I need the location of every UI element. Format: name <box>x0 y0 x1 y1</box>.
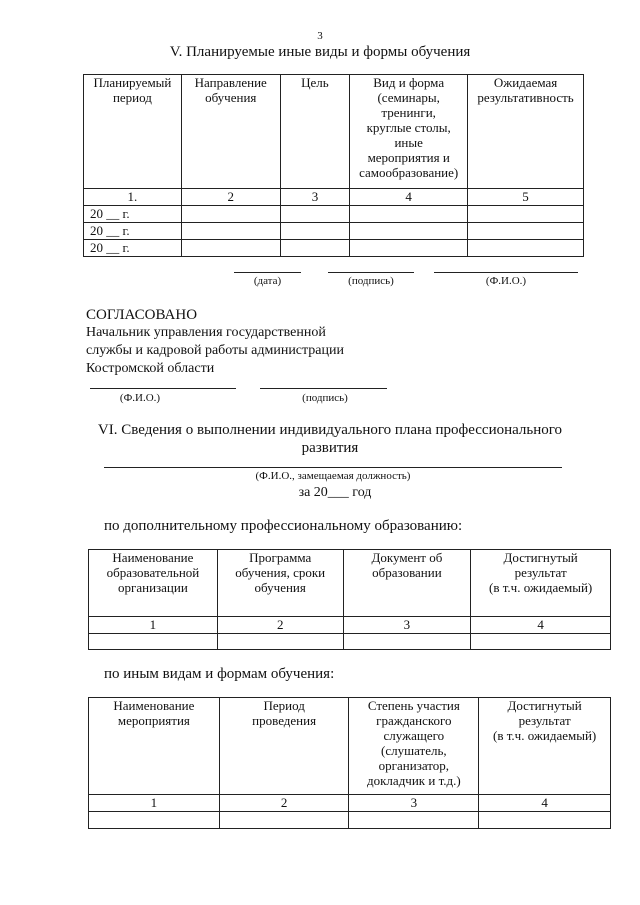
column-number: 3 <box>349 795 479 812</box>
table-row <box>84 240 584 257</box>
year-label: за 20___ год <box>298 485 372 500</box>
table-row <box>89 634 611 650</box>
header-direction: Направление обучения <box>181 75 280 189</box>
education-table <box>88 549 611 650</box>
signature-line <box>328 272 414 273</box>
agreed-fio-line <box>90 388 236 389</box>
section-5-table <box>83 74 584 257</box>
column-number: 3 <box>280 189 350 206</box>
table-row <box>89 812 611 829</box>
column-number: 1. <box>84 189 182 206</box>
name-line <box>104 467 562 468</box>
agreed-heading: СОГЛАСОВАНО <box>86 307 198 323</box>
date-caption: (дата) <box>253 275 282 287</box>
header-type-form: Вид и форма (семинары, тренинги, круглые столы, иные мероприятия и самообразование) <box>350 75 468 189</box>
column-number: 3 <box>343 617 471 634</box>
period-cell: 20 __ г. <box>84 240 182 257</box>
table-row <box>84 223 584 240</box>
header-participation: Степень участия гражданского служащего (слушатель, организатор, докладчик и т.д.) <box>349 698 479 795</box>
column-number: 2 <box>219 795 349 812</box>
header-expected-result: Ожидаемая результативность <box>468 75 584 189</box>
column-number: 4 <box>350 189 468 206</box>
fio-caption: (Ф.И.О.) <box>485 275 527 287</box>
period-cell: 20 __ г. <box>84 223 182 240</box>
header-organization: Наименование образовательной организации <box>89 550 218 617</box>
header-period: Период проведения <box>219 698 349 795</box>
header-achieved-result: Достигнутый результат (в т.ч. ожидаемый) <box>479 698 611 795</box>
signature-caption: (подпись) <box>348 275 394 287</box>
header-planned-period: Планируемый период <box>84 75 182 189</box>
column-number: 2 <box>217 617 343 634</box>
column-number: 2 <box>181 189 280 206</box>
agreed-signature-caption: (подпись) <box>302 392 348 404</box>
column-number: 4 <box>479 795 611 812</box>
other-forms-table <box>88 697 611 829</box>
section-5-title: V. Планируемые иные виды и формы обучения <box>169 44 471 60</box>
fio-line <box>434 272 578 273</box>
subheading-additional-education: по дополнительному профессиональному образованию: <box>104 518 463 534</box>
header-event-name: Наименование мероприятия <box>89 698 220 795</box>
name-caption: (Ф.И.О., замещаемая должность) <box>255 470 411 482</box>
header-document: Документ об образовании <box>343 550 471 617</box>
subheading-other-forms: по иным видам и формам обучения: <box>104 666 335 682</box>
column-number: 4 <box>471 617 611 634</box>
column-number: 5 <box>468 189 584 206</box>
date-line <box>234 272 301 273</box>
header-program: Программа обучения, сроки обучения <box>217 550 343 617</box>
column-number: 1 <box>89 617 218 634</box>
agreed-fio-caption: (Ф.И.О.) <box>119 392 161 404</box>
page-number: 3 <box>317 30 323 42</box>
header-goal: Цель <box>280 75 350 189</box>
period-cell: 20 __ г. <box>84 206 182 223</box>
table-row <box>84 206 584 223</box>
agreed-signature-line <box>260 388 387 389</box>
section-6-title: VI. Сведения о выполнении индивидуального плана профессионального развития <box>97 422 563 456</box>
column-number: 1 <box>89 795 220 812</box>
header-achieved-result: Достигнутый результат (в т.ч. ожидаемый) <box>471 550 611 617</box>
agreed-position: Начальник управления государственной службы и кадровой работы администрации Костромской области <box>86 325 345 376</box>
